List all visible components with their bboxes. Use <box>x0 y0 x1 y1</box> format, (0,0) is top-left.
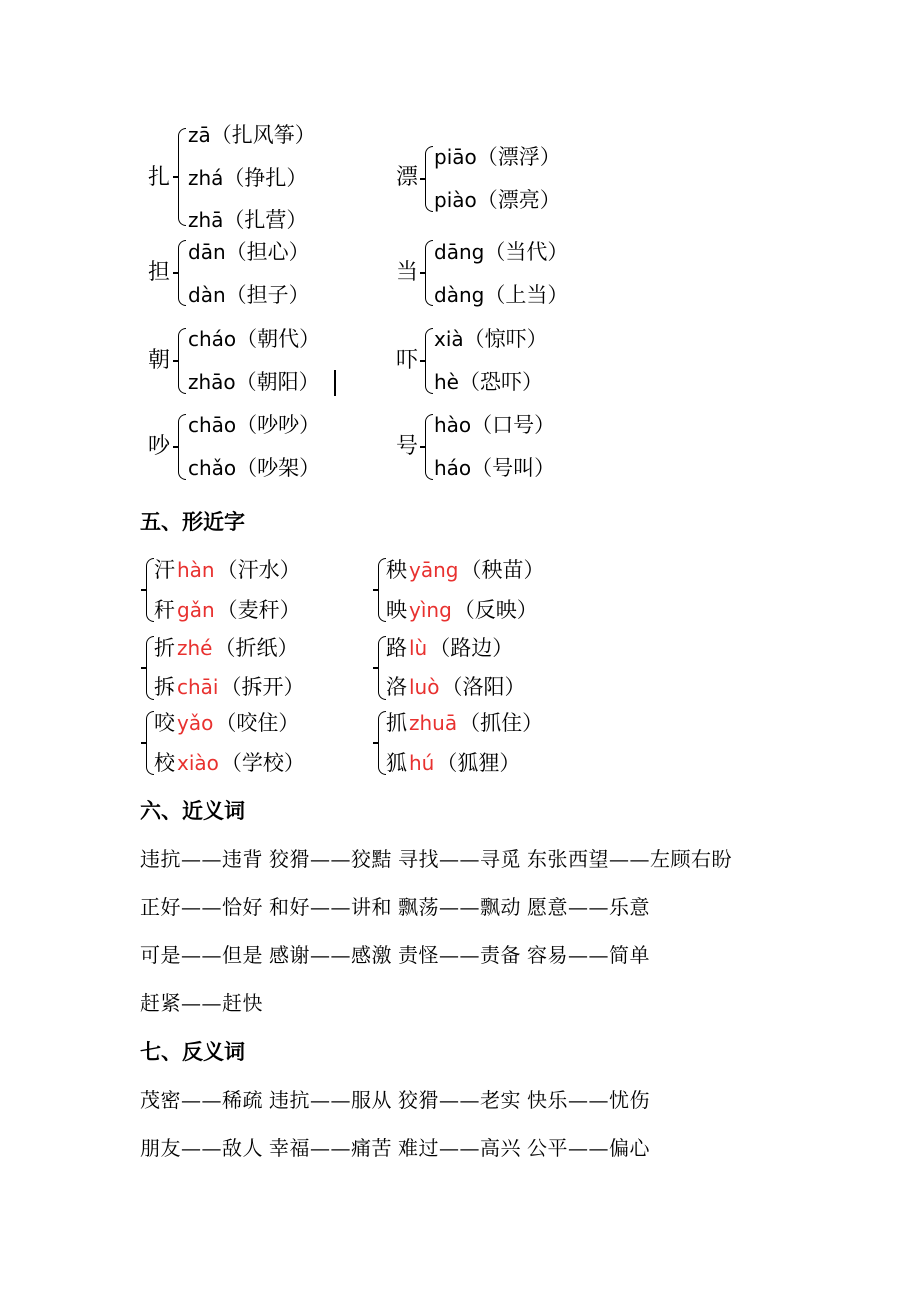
synonym-pair: 愿意——乐意 <box>527 895 650 919</box>
poly-reading: zhāo（朝阳） <box>188 370 320 394</box>
section-heading-similar-chars: 五、形近字 <box>140 510 245 534</box>
synonym-pair: 飘荡——飘动 <box>398 895 521 919</box>
antonym-pair: 违抗——服从 <box>269 1088 392 1112</box>
similar-char-line: 拆 chāi（拆开） <box>154 675 305 699</box>
poly-char-dang: 当 <box>396 260 419 285</box>
similar-char-line: 抓 zhuā（抓住） <box>386 711 544 735</box>
brace <box>378 711 386 775</box>
brace <box>378 558 386 622</box>
poly-reading: zhā（扎营） <box>188 208 308 232</box>
antonym-line <box>140 1135 656 1161</box>
poly-reading: xià（惊吓） <box>434 327 548 351</box>
similar-char-line: 秧 yāng（秧苗） <box>386 558 545 582</box>
similar-char-line: 路 lù（路边） <box>386 636 514 660</box>
synonym-line <box>140 990 269 1016</box>
poly-char-hao: 号 <box>396 434 419 459</box>
similar-char-line: 秆 gǎn（麦秆） <box>154 598 301 622</box>
synonym-line <box>140 894 656 920</box>
antonym-pair: 幸福——痛苦 <box>269 1136 392 1160</box>
synonym-pair: 容易——简单 <box>527 943 650 967</box>
similar-char-line: 洛 luò（洛阳） <box>386 675 526 699</box>
section-heading-synonyms: 六、近义词 <box>140 799 245 823</box>
poly-reading: hào（口号） <box>434 413 556 437</box>
synonym-pair: 寻找——寻觅 <box>398 847 521 871</box>
brace <box>178 240 186 306</box>
antonym-pair: 难过——高兴 <box>398 1136 521 1160</box>
poly-reading: cháo（朝代） <box>188 327 321 351</box>
brace <box>425 328 433 394</box>
poly-char-dan: 担 <box>148 260 171 285</box>
poly-reading: dàn（担子） <box>188 283 310 307</box>
antonym-line <box>140 1087 656 1113</box>
poly-char-chao2: 吵 <box>148 434 171 459</box>
similar-char-line: 咬 yǎo（咬住） <box>154 711 300 735</box>
synonym-pair: 感谢——感激 <box>269 943 392 967</box>
poly-char-xia: 吓 <box>396 348 419 373</box>
brace <box>146 711 154 775</box>
brace <box>425 146 433 212</box>
similar-char-line: 折 zhé（折纸） <box>154 636 299 660</box>
brace <box>425 414 433 480</box>
similar-char-line: 狐 hú（狐狸） <box>386 751 521 775</box>
synonym-line <box>140 942 656 968</box>
synonym-pair: 责怪——责备 <box>398 943 521 967</box>
similar-char-line: 汗 hàn（汗水） <box>154 558 301 582</box>
poly-reading: háo（号叫） <box>434 456 556 480</box>
poly-reading: dāng（当代） <box>434 240 569 264</box>
synonym-pair: 违抗——违背 <box>140 847 263 871</box>
antonym-pair: 快乐——忧伤 <box>527 1088 650 1112</box>
poly-char-chao: 朝 <box>148 348 171 373</box>
similar-char-line: 校 xiào（学校） <box>154 751 305 775</box>
poly-char-piao: 漂 <box>396 165 419 190</box>
brace <box>146 558 154 622</box>
synonym-pair: 可是——但是 <box>140 943 263 967</box>
brace <box>378 636 386 700</box>
antonym-pair: 公平——偏心 <box>527 1136 650 1160</box>
poly-reading: zā（扎风筝） <box>188 123 316 147</box>
poly-reading: zhá（挣扎） <box>188 166 308 190</box>
poly-reading: chāo（吵吵） <box>188 413 321 437</box>
synonym-pair: 东张西望——左顾右盼 <box>527 847 732 871</box>
section-heading-antonyms: 七、反义词 <box>140 1040 245 1064</box>
brace <box>178 128 186 226</box>
similar-char-line: 映 yìng（反映） <box>386 598 538 622</box>
poly-reading: hè（恐吓） <box>434 370 543 394</box>
antonym-pair: 狡猾——老实 <box>398 1088 521 1112</box>
brace <box>178 414 186 480</box>
poly-reading: piāo（漂浮） <box>434 145 561 169</box>
antonym-pair: 茂密——稀疏 <box>140 1088 263 1112</box>
synonym-pair: 赶紧——赶快 <box>140 991 263 1015</box>
brace <box>425 240 433 306</box>
synonym-line <box>140 846 738 872</box>
synonym-pair: 正好——恰好 <box>140 895 263 919</box>
poly-reading: piào（漂亮） <box>434 188 561 212</box>
poly-reading: chǎo（吵架） <box>188 456 321 480</box>
synonym-pair: 狡猾——狡黠 <box>269 847 392 871</box>
brace <box>178 328 186 394</box>
antonym-pair: 朋友——敌人 <box>140 1136 263 1160</box>
poly-reading: dàng（上当） <box>434 283 569 307</box>
brace <box>146 636 154 700</box>
poly-char-zha: 扎 <box>148 165 171 190</box>
synonym-pair: 和好——讲和 <box>269 895 392 919</box>
poly-reading: dān（担心） <box>188 240 310 264</box>
text-cursor <box>334 370 336 396</box>
